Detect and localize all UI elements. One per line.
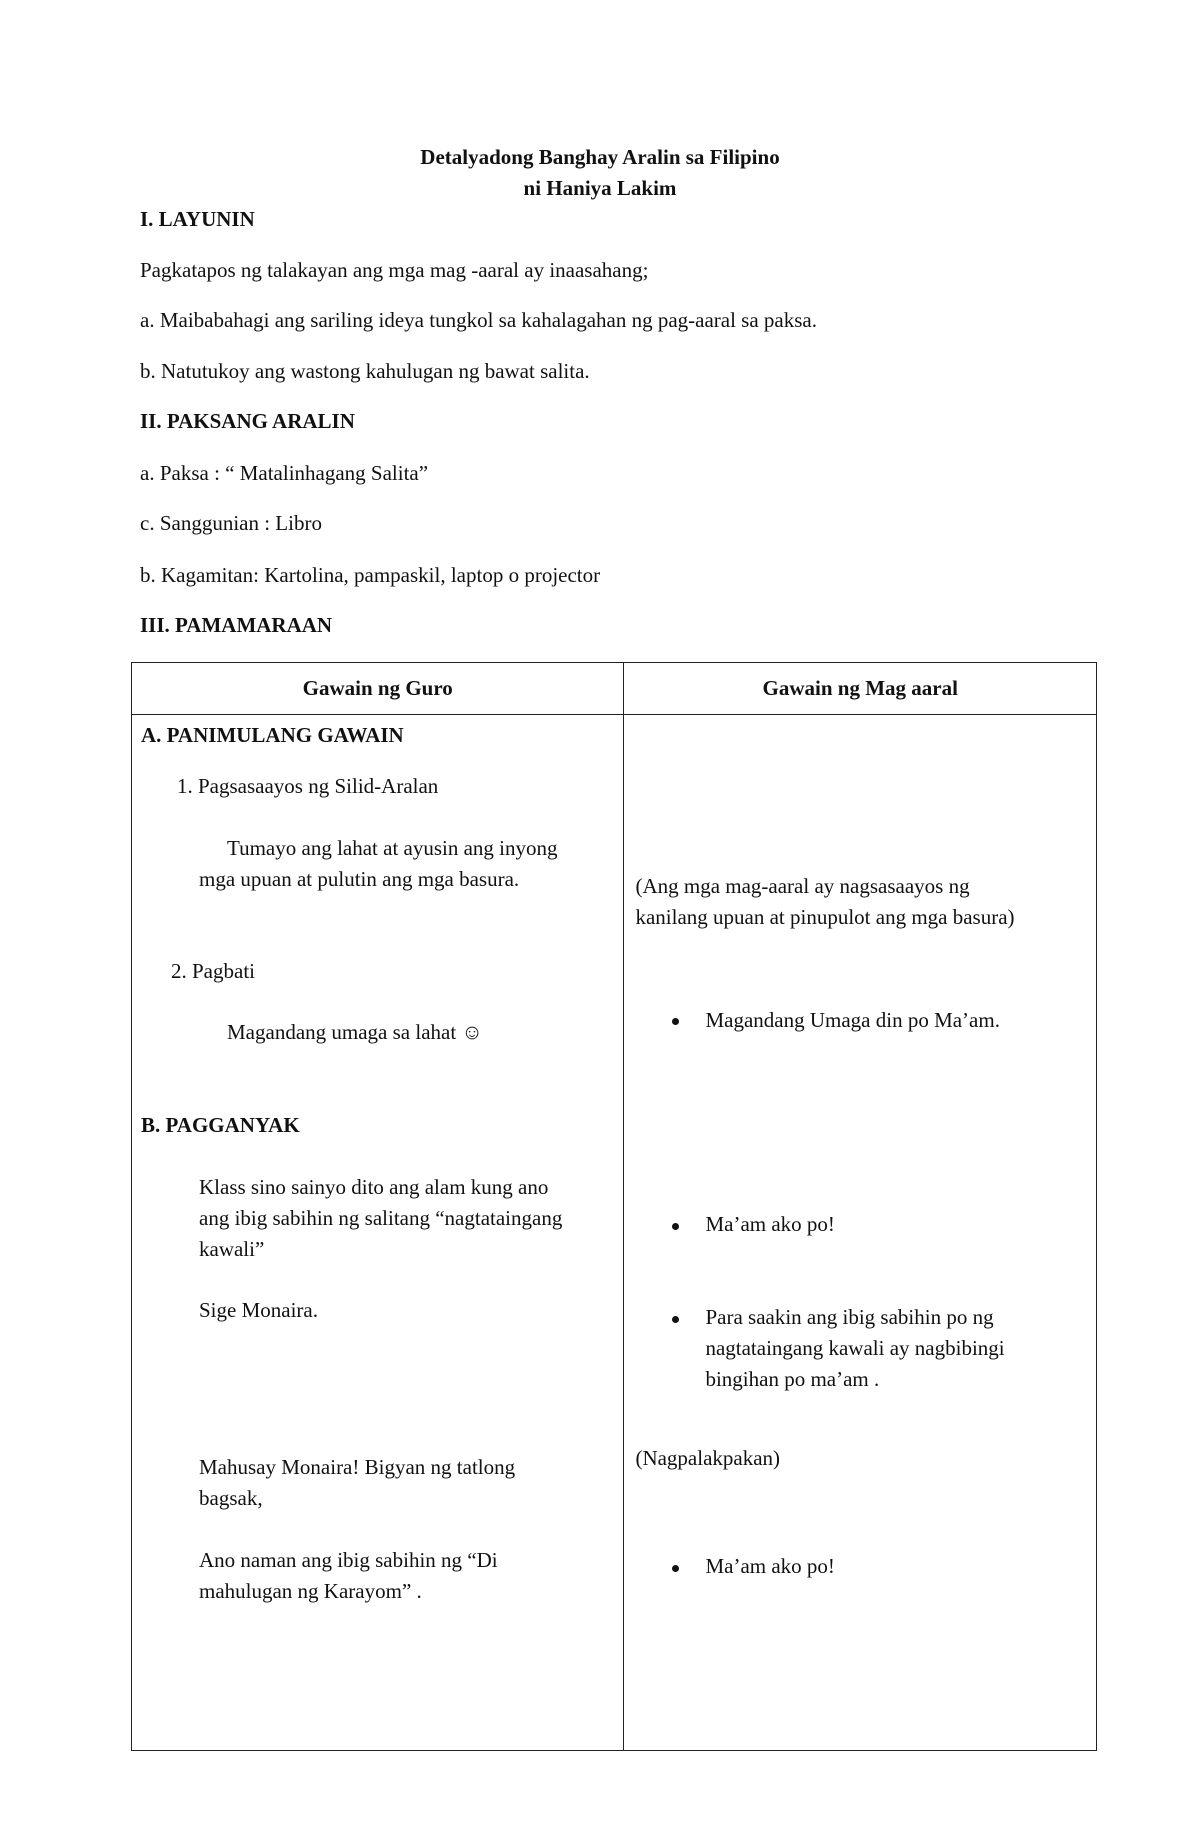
heading-layunin: I. LAYUNIN — [140, 207, 255, 231]
panimulang-gawain-heading: A. PANIMULANG GAWAIN — [141, 723, 404, 747]
mag-aaral-column — [624, 715, 1097, 1751]
table-header-row — [132, 663, 1097, 715]
mag-aaral-ako-1: Ma’am ako po! — [705, 1212, 835, 1236]
paksa-line: a. Paksa : “ Matalinhagang Salita” — [140, 461, 429, 485]
guro-magandang-umaga: Magandang umaga sa lahat ☺ — [227, 1020, 483, 1044]
heading-paksang-aralin: II. PAKSANG ARALIN — [140, 409, 355, 433]
guro-klass-line2: ang ibig sabihin ng salitang “nagtataingang — [199, 1206, 563, 1230]
guro-sige: Sige Monaira. — [199, 1298, 318, 1322]
layunin-intro: Pagkatapos ng talakayan ang mga mag -aaral ay inaasahang; — [140, 258, 649, 282]
guro-ano-line1: Ano naman ang ibig sabihin ng “Di — [199, 1548, 498, 1572]
guro-tumayo-line2: mga upuan at pulutin ang mga basura. — [199, 867, 520, 891]
bullet-icon — [672, 1223, 679, 1230]
sanggunian-line: c. Sanggunian : Libro — [140, 511, 322, 535]
heading-pamamaraan: III. PAMAMARAAN — [140, 613, 333, 637]
mag-aaral-para-line3: bingihan po ma’am . — [705, 1367, 880, 1391]
mag-aaral-ayos-line2: kanilang upuan at pinupulot ang mga basura) — [635, 905, 1015, 929]
guro-klass-line3: kawali” — [199, 1237, 265, 1261]
bullet-icon — [672, 1018, 679, 1025]
pagganyak-heading: B. PAGGANYAK — [141, 1113, 300, 1137]
guro-mahusay-line2: bagsak, — [199, 1486, 263, 1510]
header-gawain-mag-aaral: Gawain ng Mag aaral — [624, 663, 1097, 715]
layunin-b: b. Natutukoy ang wastong kahulugan ng bawat salita. — [140, 359, 590, 383]
pamamaraan-table — [131, 662, 1097, 1751]
guro-item-pagsasaayos: 1. Pagsasaayos ng Silid-Aralan — [177, 774, 439, 798]
guro-tumayo-line1: Tumayo ang lahat at ayusin ang inyong — [227, 836, 558, 860]
bullet-icon — [672, 1316, 679, 1323]
table-body-row — [132, 715, 1097, 1751]
kagamitan-line: b. Kagamitan: Kartolina, pampaskil, laptop o projector — [140, 563, 601, 587]
guro-ano-line2: mahulugan ng Karayom” . — [199, 1579, 422, 1603]
guro-column — [132, 715, 624, 1751]
mag-aaral-para-line2: nagtataingang kawali ay nagbibingi — [705, 1336, 1005, 1360]
guro-mahusay-line1: Mahusay Monaira! Bigyan ng tatlong — [199, 1455, 516, 1479]
mag-aaral-para-line1: Para saakin ang ibig sabihin po ng — [705, 1305, 994, 1329]
mag-aaral-nagpalakpakan: (Nagpalakpakan) — [635, 1446, 781, 1470]
mag-aaral-ayos-line1: (Ang mga mag-aaral ay nagsasaayos ng — [635, 874, 970, 898]
layunin-a: a. Maibabahagi ang sariling ideya tungkol sa kahalagahan ng pag-aaral sa paksa. — [140, 308, 817, 332]
mag-aaral-bati: Magandang Umaga din po Ma’am. — [705, 1008, 1000, 1032]
guro-klass-line1: Klass sino sainyo dito ang alam kung ano — [199, 1175, 549, 1199]
mag-aaral-ako-2: Ma’am ako po! — [705, 1554, 835, 1578]
document-author: ni Haniya Lakim — [523, 176, 677, 200]
header-gawain-guro: Gawain ng Guro — [132, 663, 624, 715]
guro-item-pagbati: 2. Pagbati — [171, 959, 255, 983]
bullet-icon — [672, 1565, 679, 1572]
document-title: Detalyadong Banghay Aralin sa Filipino — [420, 145, 780, 169]
